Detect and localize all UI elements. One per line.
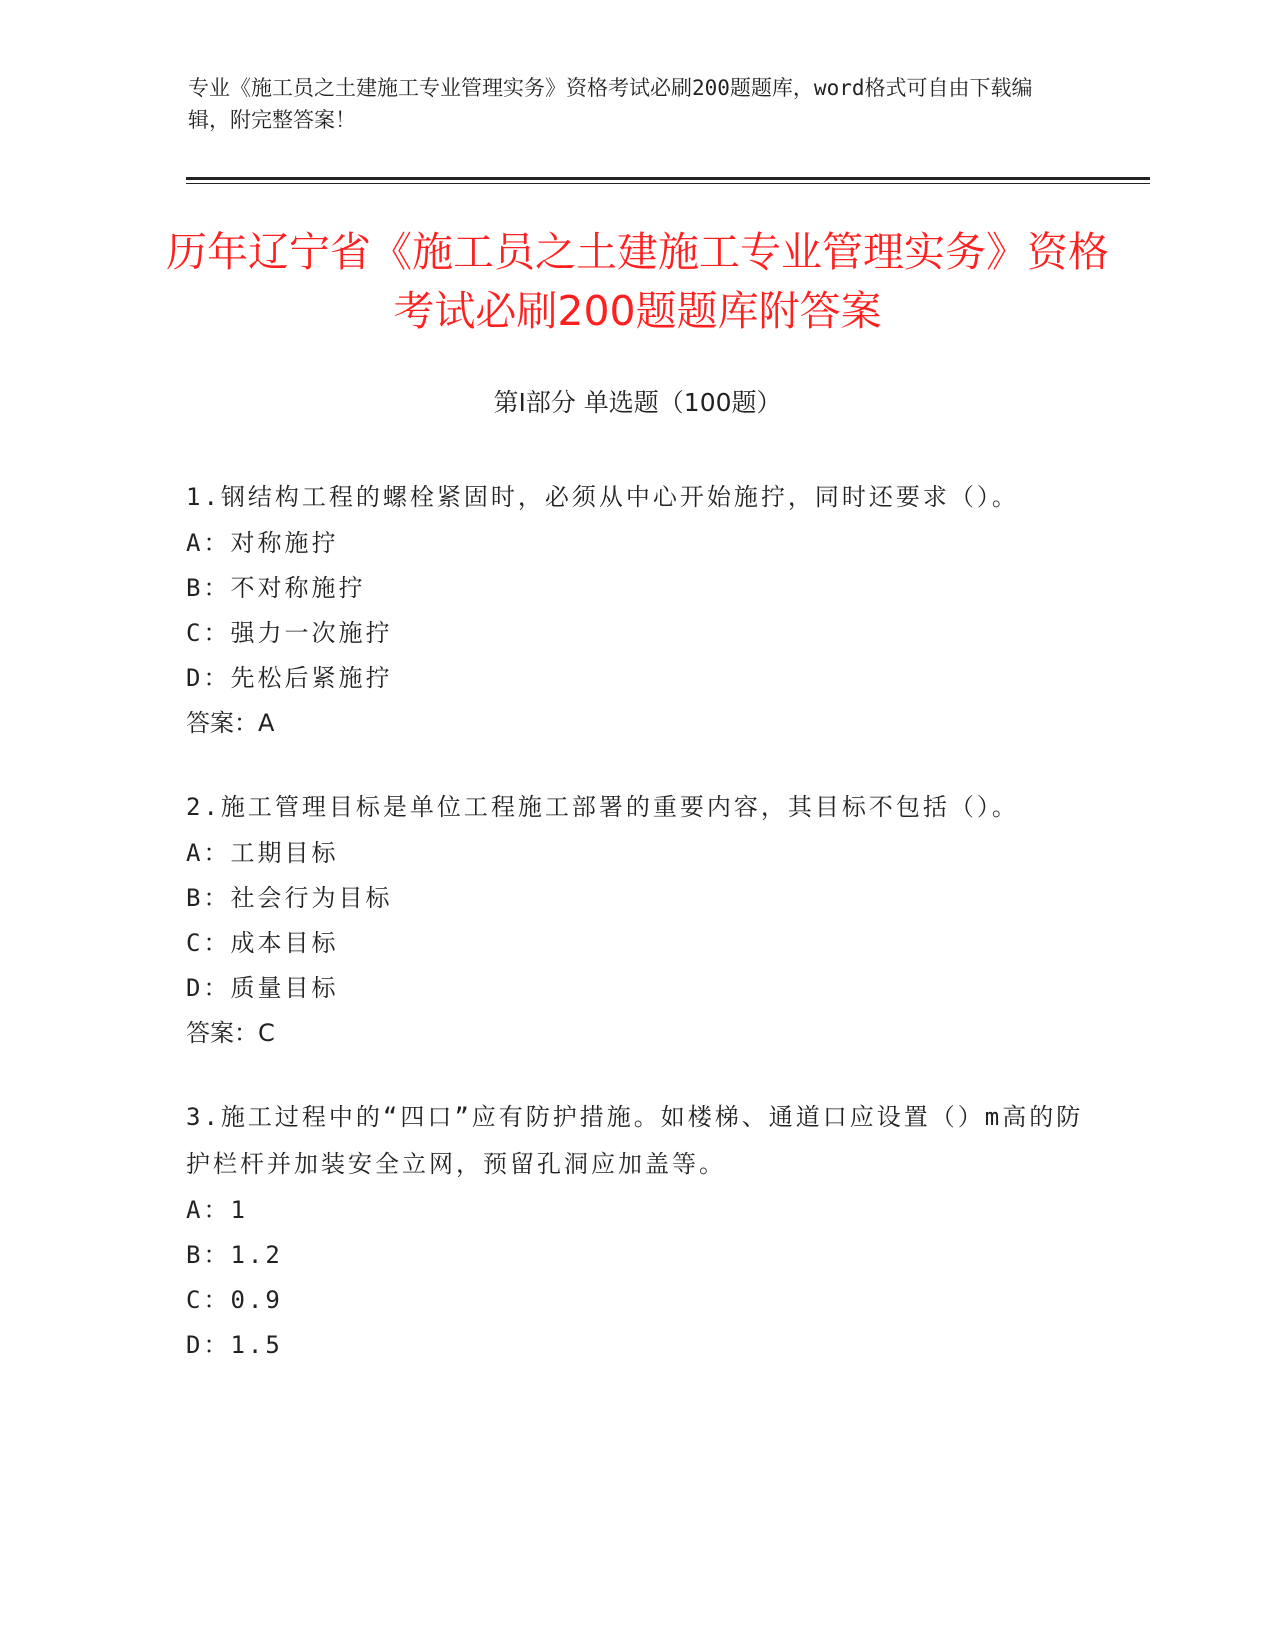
question-stem: 3.施工过程中的“四口”应有防护措施。如楼梯、通道口应设置（）m高的防护栏杆并加装安全立网，预留孔洞应加盖等。 [186,1103,1084,1178]
option-c: C：0.9 [186,1286,283,1314]
section-heading: 第Ⅰ部分 单选题（100题） [493,388,782,417]
option-c: C：强力一次施拧 [186,619,393,647]
question-list [186,474,1086,1406]
header-note: 专业《施工员之土建施工专业管理实务》资格考试必刷200题题库，word格式可自由下载编辑，附完整答案！ [188,76,1033,132]
option-b: B：不对称施拧 [186,574,366,602]
question-2 [186,784,1086,1056]
question-1 [186,474,1086,746]
option-d: D：质量目标 [186,974,339,1002]
option-b: B：社会行为目标 [186,884,393,912]
option-b: B：1.2 [186,1241,283,1269]
option-d: D：1.5 [186,1331,283,1359]
header-divider-thin [186,183,1150,184]
document-title: 历年辽宁省《施工员之土建施工专业管理实务》资格考试必刷200题题库附答案 [166,228,1109,335]
option-a: A：1 [186,1196,248,1224]
header-divider-thick [186,177,1150,180]
option-a: A：对称施拧 [186,529,339,557]
option-a: A：工期目标 [186,839,339,867]
option-d: D：先松后紧施拧 [186,664,393,692]
question-stem: 1.钢结构工程的螺栓紧固时，必须从中心开始施拧，同时还要求（）。 [186,483,1019,511]
answer-line: 答案：A [186,709,275,737]
answer-line: 答案：C [186,1019,275,1047]
option-c: C：成本目标 [186,929,339,957]
question-stem: 2.施工管理目标是单位工程施工部署的重要内容，其目标不包括（）。 [186,793,1019,821]
question-3 [186,1094,1086,1368]
